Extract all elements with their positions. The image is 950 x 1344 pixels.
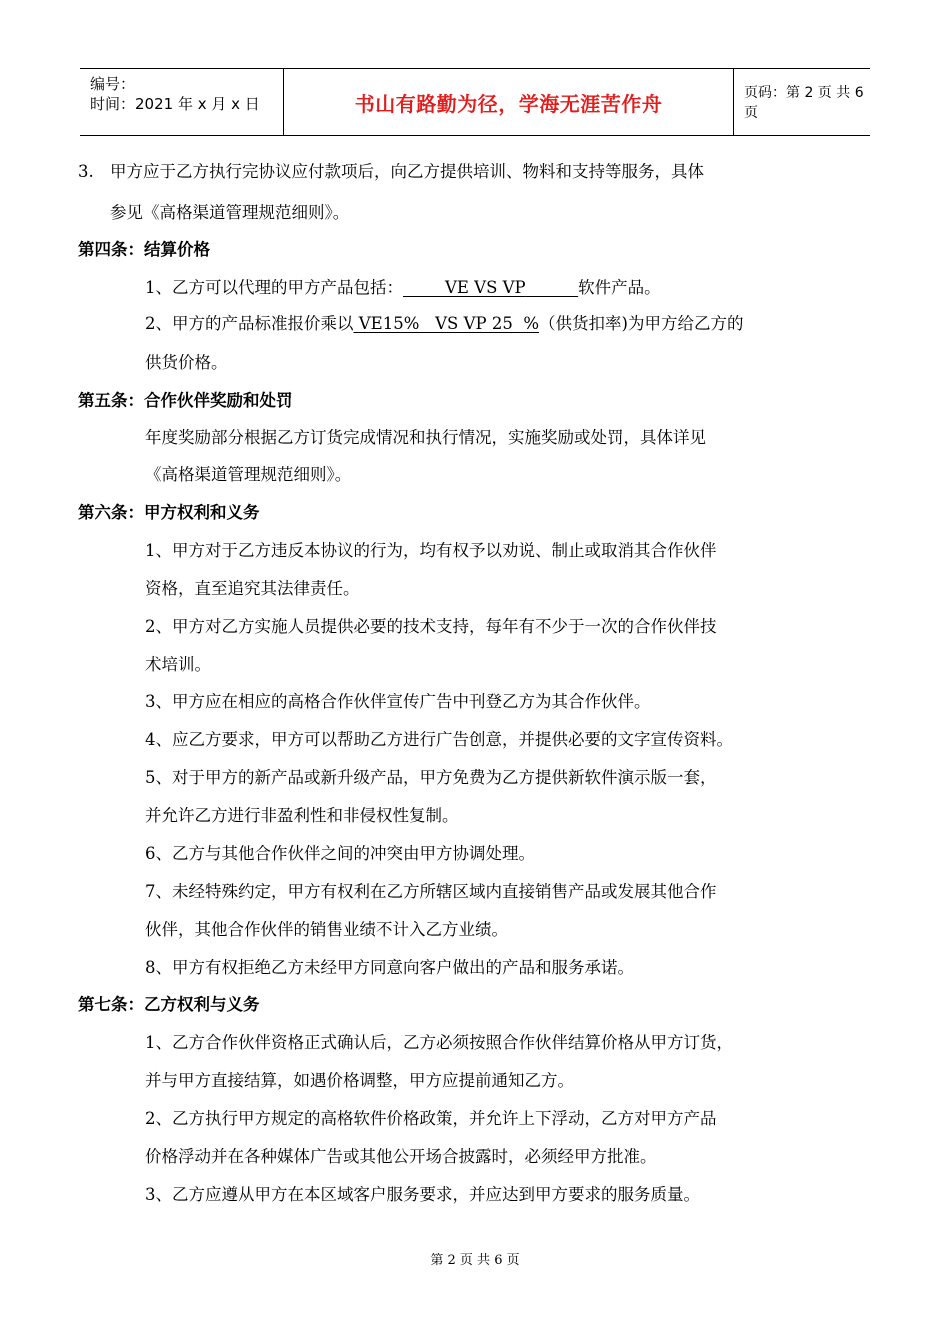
article6-line: 5、对于甲方的新产品或新升级产品，甲方免费为乙方提供新软件演示版一套，	[145, 768, 717, 787]
item3-line1: 甲方应于乙方执行完协议应付款项后，向乙方提供培训、物料和支持等服务，具体	[110, 162, 704, 181]
header-motto: 书山有路勤为径，学海无涯苦作舟	[354, 91, 663, 116]
article7-line: 价格浮动并在各种媒体广告或其他公开场合披露时，必须经甲方批准。	[145, 1147, 657, 1166]
article6-line: 3、甲方应在相应的高格合作伙伴宣传广告中刊登乙方为其合作伙伴。	[145, 692, 651, 711]
header-motto-cell	[283, 69, 734, 135]
article7-line: 2、乙方执行甲方规定的高格软件价格政策，并允许上下浮动，乙方对甲方产品	[145, 1109, 717, 1128]
page-footer: 第 2 页 共 6 页	[430, 1253, 520, 1268]
article4-item2	[145, 316, 743, 333]
article4-products-text: VE VS VP	[444, 278, 526, 297]
article4-item2-rate	[354, 314, 540, 333]
article6-title: 第六条：甲方权利和义务	[78, 503, 260, 522]
article4-item1-prefix: 1、乙方可以代理的甲方产品包括：	[145, 278, 403, 297]
article6-line: 1、甲方对于乙方违反本协议的行为，均有权予以劝说、制止或取消其合作伙伴	[145, 541, 717, 560]
article4-item2-line2: 供货价格。	[145, 353, 228, 372]
article6-line: 8、甲方有权拒绝乙方未经甲方同意向客户做出的产品和服务承诺。	[145, 958, 634, 977]
article6-line: 2、甲方对乙方实施人员提供必要的技术支持，每年有不少于一次的合作伙伴技	[145, 617, 717, 636]
article4-item1-suffix: 软件产品。	[578, 278, 661, 297]
article7-title: 第七条：乙方权利与义务	[78, 995, 260, 1014]
article7-line: 1、乙方合作伙伴资格正式确认后，乙方必须按照合作伙伴结算价格从甲方订货，	[145, 1033, 733, 1052]
article4-rate-text: VE15% VS VP 25 %	[358, 314, 540, 333]
article6-line: 术培训。	[145, 655, 211, 674]
article4-item2-prefix: 2、甲方的产品标准报价乘以	[145, 314, 354, 333]
header-time-label: 时间：2021 年 x 月 x 日	[90, 95, 260, 113]
article6-line: 7、未经特殊约定，甲方有权利在乙方所辖区域内直接销售产品或发展其他合作	[145, 882, 717, 901]
article7-line: 3、乙方应遵从甲方在本区域客户服务要求，并应达到甲方要求的服务质量。	[145, 1185, 700, 1204]
article6-line: 4、应乙方要求，甲方可以帮助乙方进行广告创意，并提供必要的文字宣传资料。	[145, 730, 733, 749]
article4-item2-suffix: （供货扣率)为甲方给乙方的	[539, 314, 744, 333]
article6-line: 6、乙方与其他合作伙伴之间的冲突由甲方协调处理。	[145, 844, 535, 863]
article4-title: 第四条：结算价格	[78, 240, 210, 259]
article5-line1: 年度奖励部分根据乙方订货完成情况和执行情况，实施奖励或处罚，具体详见	[145, 428, 706, 447]
header-meta	[80, 69, 283, 135]
article4-item1	[145, 280, 661, 297]
article5-title: 第五条：合作伙伴奖励和处罚	[78, 391, 293, 410]
article5-line2: 《高格渠道管理规范细则》。	[145, 465, 352, 484]
item3-number: 3.	[78, 162, 94, 181]
article6-line: 伙伴，其他合作伙伴的销售业绩不计入乙方业绩。	[145, 920, 508, 939]
item3-line2: 参见《高格渠道管理规范细则》。	[110, 203, 350, 222]
article4-item1-products	[403, 278, 578, 297]
article7-line: 并与甲方直接结算，如遇价格调整，甲方应提前通知乙方。	[145, 1071, 574, 1090]
article6-line: 并允许乙方进行非盈利性和非侵权性复制。	[145, 806, 459, 825]
article6-line: 资格，直至追究其法律责任。	[145, 579, 360, 598]
header-page-label: 页码：第 2 页 共 6 页	[744, 85, 864, 121]
header-number-label: 编号：	[90, 75, 136, 93]
page-header	[80, 68, 870, 136]
